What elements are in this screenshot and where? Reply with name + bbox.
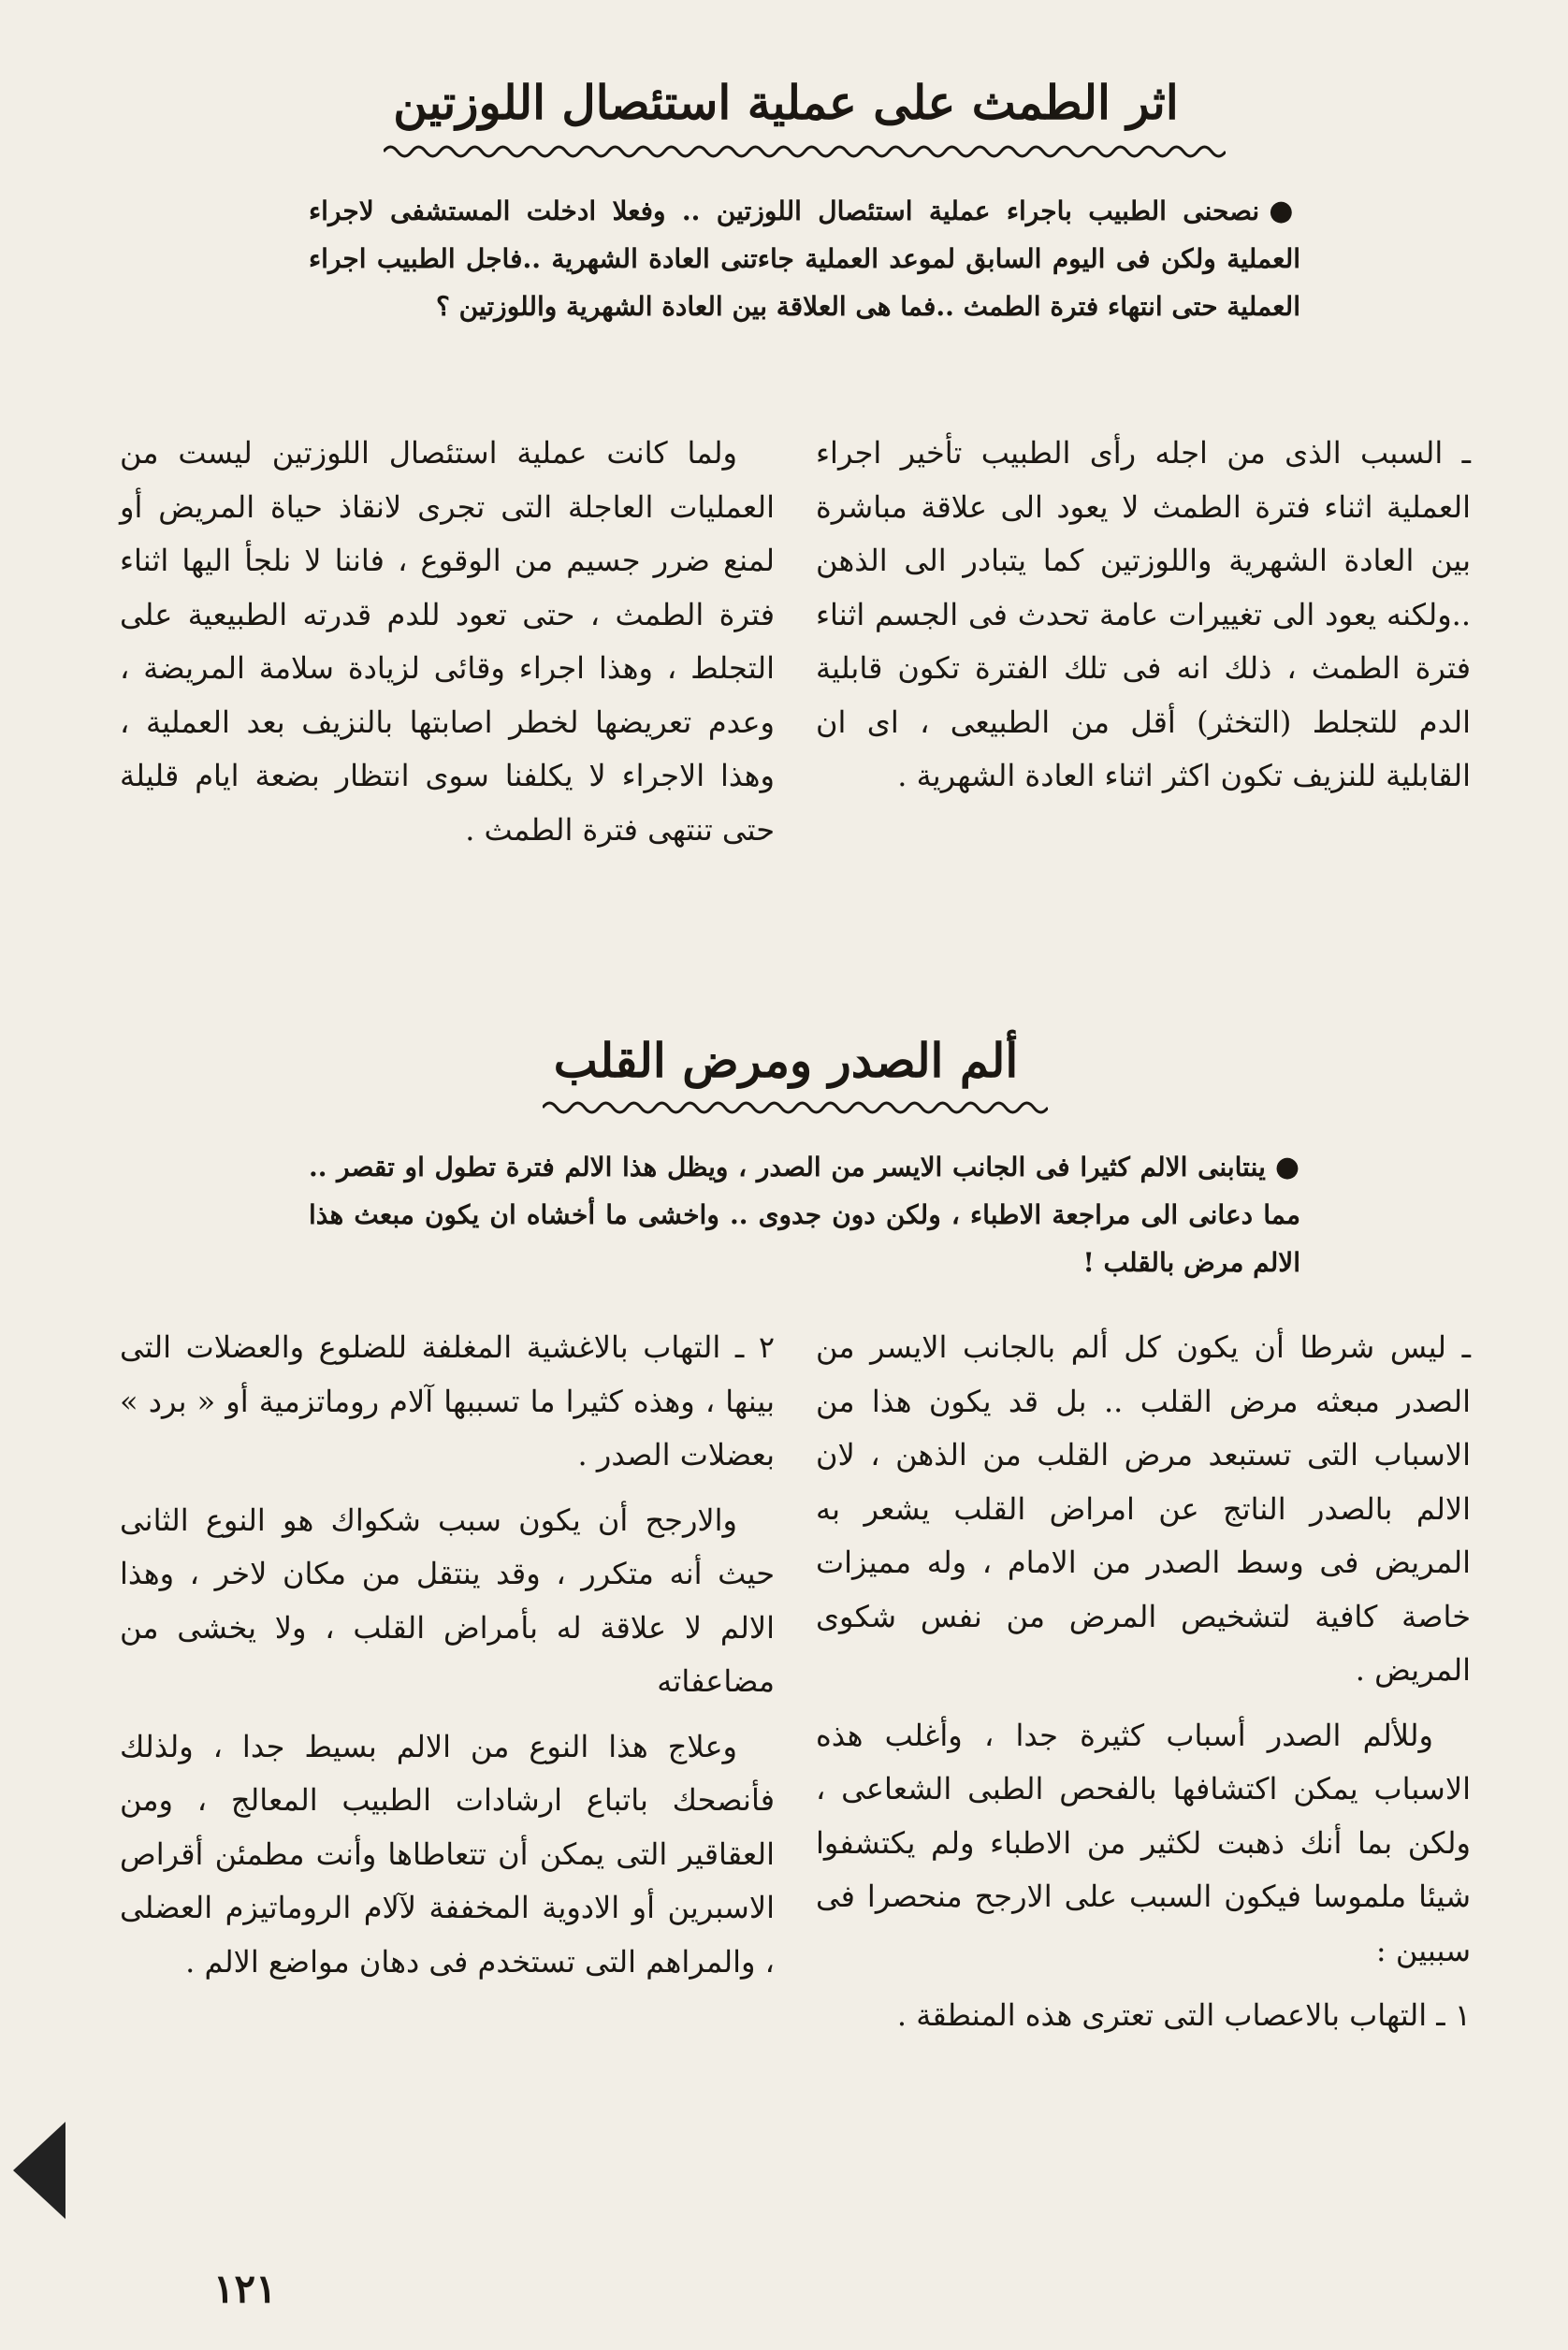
article2-title-underline	[543, 1096, 1048, 1119]
article2-right-column	[816, 1321, 1471, 2054]
article2-left-paragraph: والارجح أن يكون سبب شكواك هو النوع الثانى حيث أنه متكرر ، وقد ينتقل من مكان لاخر ، وهذا الالم لا علاقة له بأمراض القلب ، ولا يخشى من مضاعفاته	[120, 1501, 775, 1699]
article1-question	[309, 187, 1300, 330]
article2-right-paragraph: ١ ـ التهاب بالاعصاب التى تعترى هذه المنطقة .	[896, 1997, 1471, 2033]
article2-question-text: ينتابنى الالم كثيرا فى الجانب الايسر من الصدر ، ويظل هذا الالم فترة تطول او تقصر .. مما دعانى الى مراجعة الاطباء ، ولكن دون جدوى .. واخشى ما أخشاه ان يكون مبعث هذا الالم مرض بالقلب !	[309, 1152, 1300, 1278]
article2-left-paragraph: وعلاج هذا النوع من الالم بسيط جدا ، ولذلك فأنصحك باتباع ارشادات الطبيب المعالج ، ومن العقاقير التى يمكن أن تتعاطاها وأنت مطمئن أقراص الاسبرين أو الادوية المخففة لآلام الروماتيزم العضلى ، والمراهم التى تستخدم فى دهان مواضع الالم .	[120, 1728, 775, 1980]
article2-right-paragraph: وللألم الصدر أسباب كثيرة جدا ، وأغلب هذه الاسباب يمكن اكتشافها بالفحص الطبى الشعاعى ، ولكن بما أنك ذهبت لكثير من الاطباء ولم يكتشفوا شيئا ملموسا فيكون السبب على الارجح منحصرا فى سببين :	[816, 1717, 1471, 1968]
article2-title: ألم الصدر ومرض القلب	[553, 1033, 1019, 1088]
article2-question	[309, 1143, 1300, 1286]
article1-right-paragraph: ـ السبب الذى من اجله رأى الطبيب تأخير اجراء العملية اثناء فترة الطمث لا يعود الى علاقة مباشرة بين العادة الشهرية واللوزتين كما يتبادر الى الذهن ..ولكنه يعود الى تغييرات عامة تحدث فى الجسم اثناء فترة الطمث ، ذلك انه فى تلك الفترة تكون قابلية الدم للتجلط (التخثر) أقل من الطبيعى ، اى ان القابلية للنزيف تكون اكثر اثناء العادة الشهرية .	[816, 435, 1471, 793]
article1-right-column	[816, 427, 1471, 815]
article1-question-text: نصحنى الطبيب باجراء عملية استئصال اللوزتين .. وفعلا ادخلت المستشفى لاجراء العملية ولكن فى اليوم السابق لموعد العملية جاءتنى العادة الشهرية ..فاجل الطبيب اجراء العملية حتى انتهاء فترة الطمث ..فما هى العلاقة بين العادة الشهرية واللوزتين ؟	[309, 196, 1300, 322]
article2-left-paragraph: ٢ ـ التهاب بالاغشية المغلفة للضلوع والعضلات التى بينها ، وهذه كثيرا ما تسببها آلام روماتزمية أو « برد » بعضلات الصدر .	[120, 1329, 775, 1472]
article1-left-paragraph: ولما كانت عملية استئصال اللوزتين ليست من العمليات العاجلة التى تجرى لانقاذ حياة المريض أو لمنع ضرر جسيم من الوقوع ، فاننا لا نلجأ اليها اثناء فترة الطمث ، حتى تعود للدم قدرته الطبيعية على التجلط ، وهذا اجراء وقائى لزيادة سلامة المريضة ، وعدم تعريضها لخطر اصابتها بالنزيف بعد العملية ، وهذا الاجراء لا يكلفنا سوى انتظار بضعة ايام قليلة حتى تنتهى فترة الطمث .	[120, 435, 775, 848]
article1-title: اثر الطمث على عملية استئصال اللوزتين	[393, 75, 1179, 130]
article1-left-column	[120, 427, 775, 868]
article1-bullet-icon: ●	[1269, 195, 1300, 227]
article2-right-paragraph: ـ ليس شرطا أن يكون كل ألم بالجانب الايسر من الصدر مبعثه مرض القلب .. بل قد يكون هذا من الاسباب التى تستبعد مرض القلب من الذهن ، لان الالم بالصدر الناتج عن امراض القلب يشعر به المريض فى وسط الصدر من الامام ، وله مميزات خاصة كافية لتشخيص المرض من نفس شكوى المريض .	[816, 1329, 1471, 1688]
left-triangle-arrow-icon[interactable]	[13, 2122, 65, 2219]
article2-left-column	[120, 1321, 775, 2000]
article2-bullet-icon: ●	[1274, 1151, 1300, 1183]
article1-title-underline	[384, 140, 1226, 163]
page-number: ١٢١	[213, 2266, 277, 2312]
